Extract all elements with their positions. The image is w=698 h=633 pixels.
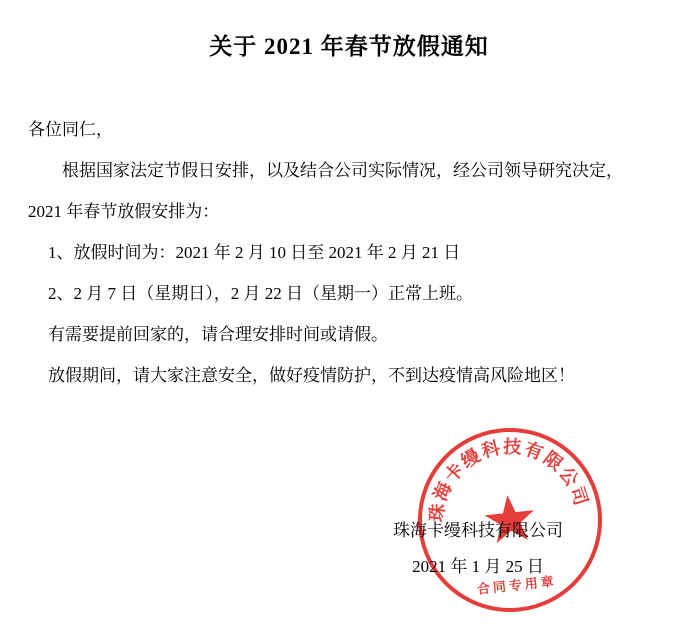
seal-arc-text: 珠海卡缦科技有限公司: [426, 436, 592, 523]
signature-date: 2021 年 1 月 25 日: [412, 557, 544, 576]
document-page: [0, 28, 698, 633]
paragraph-intro-2: 2021 年春节放假安排为：: [28, 202, 220, 221]
page-title: 关于 2021 年春节放假通知: [209, 34, 489, 59]
paragraph-note-leave: 有需要提前回家的，请合理安排时间或请假。: [48, 325, 388, 344]
signature-company: 珠海卡缦科技有限公司: [393, 521, 563, 540]
seal-bottom-text: 合同专用章: [476, 573, 558, 597]
paragraph-salutation: 各位同仁，: [28, 120, 113, 139]
paragraph-intro-1: 根据国家法定节假日安排，以及结合公司实际情况，经公司领导研究决定，: [62, 161, 623, 180]
signature-block: [393, 513, 563, 585]
paragraph-item-1: 1、放假时间为：2021 年 2 月 10 日至 2021 年 2 月 21 日: [48, 243, 461, 262]
document-body: [0, 109, 698, 396]
paragraph-item-2: 2、2 月 7 日（星期日），2 月 22 日（星期一）正常上班。: [48, 284, 473, 303]
paragraph-note-safety: 放假期间，请大家注意安全，做好疫情防护，不到达疫情高风险地区！: [48, 366, 575, 385]
